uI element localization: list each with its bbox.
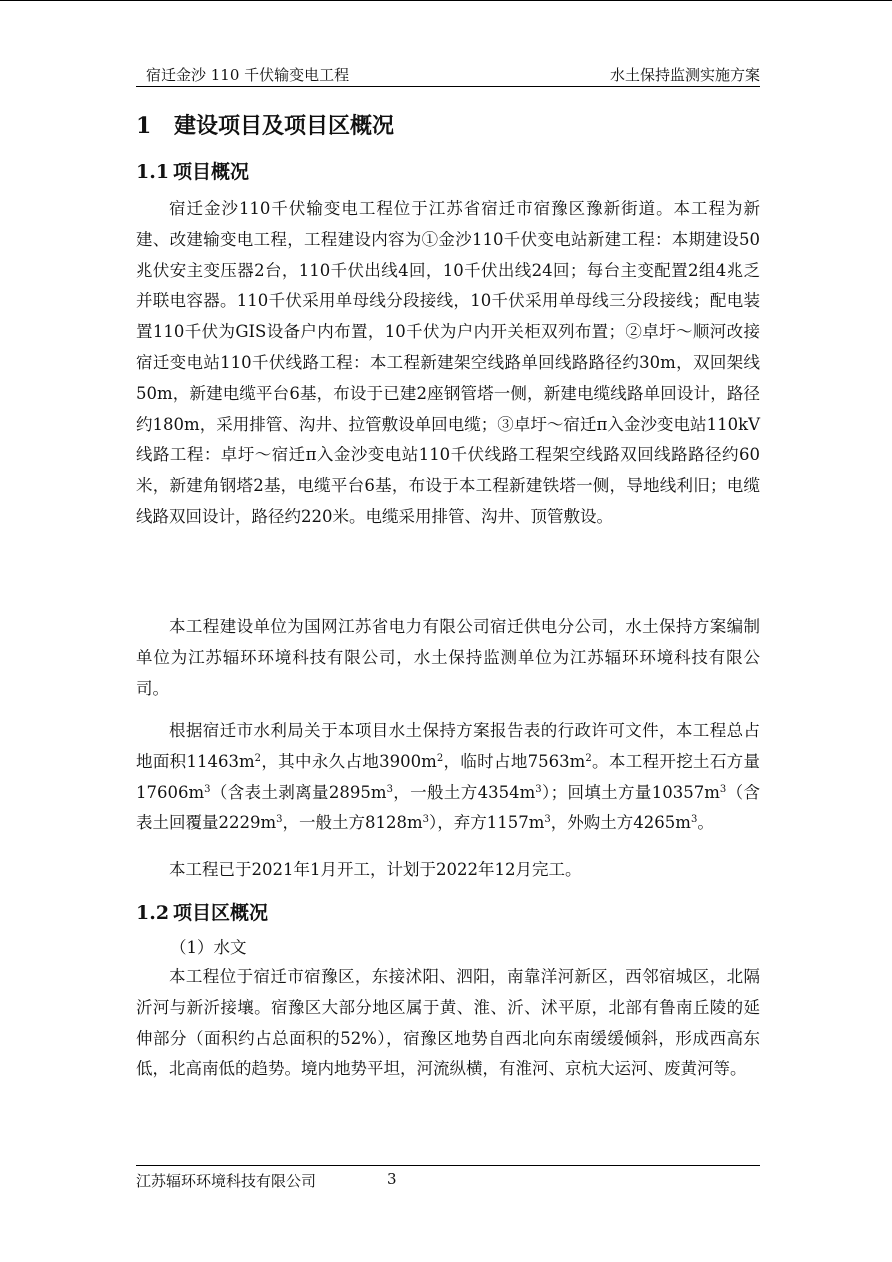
schedule-paragraph: 本工程已于2021年1月开工，计划于2022年12月完工。 <box>169 860 582 879</box>
section-1-number: 1 <box>136 113 152 139</box>
hydrology-subheading: （1）水文 <box>170 938 247 957</box>
land-occupation-paragraph: 根据宿迁市水利局关于本项目水土保持方案报告表的行政许可文件，本工程总占地面积$11463m^2$，其中永久占地$3900m^2$，临时占地$7563m^2$。本工程开挖土石方量$17606m^3$（含表土剥离量$2895m^3$，一般土方$4354m^3$）；回填土方量$10357m^3$（含表土回覆量$2229m^3$，一般土方$8128m^3$），弃方$1157m^3$，外购土方$4265m^3$。 <box>136 721 761 833</box>
section-1-heading <box>136 109 394 140</box>
page-header <box>136 62 760 87</box>
hydrology-paragraph: 本工程位于宿迁市宿豫区，东接沭阳、泗阳，南靠洋河新区，西邻宿城区，北隔沂河与新沂接壤。宿豫区大部分地区属于黄、淮、沂、沭平原，北部有鲁南丘陵的延伸部分（面积约占总面积的52%），宿豫区地势自西北向东南缓缓倾斜，形成西高东低，北高南低的趋势。境内地势平坦，河流纵横，有淮河、京杭大运河、废黄河等。 <box>136 967 760 1079</box>
page-number: 3 <box>387 1170 397 1188</box>
header-project-name: 宿迁金沙 110 千伏输变电工程 <box>146 66 350 84</box>
project-overview-paragraph: 宿迁金沙110千伏输变电工程位于江苏省宿迁市宿豫区豫新街道。本工程为新建、改建输变电工程，工程建设内容为①金沙110千伏变电站新建工程：本期建设50兆伏安主变压器2台，110千伏出线4回，10千伏出线24回；每台主变配置2组4兆乏并联电容器。110千伏采用单母线分段接线，10千伏采用单母线三分段接线；配电装置110千伏为GIS设备户内布置，10千伏为户内开关柜双列布置；②卓圩～顺河改接宿迁变电站110千伏线路工程：本工程新建架空线路单回线路路径约30m，双回架线50m，新建电缆平台6基，布设于已建2座钢管塔一侧，新建电缆线路单回设计，路径约180m，采用排管、沟井、拉管敷设单回电缆；③卓圩～宿迁π入金沙变电站110kV线路工程：卓圩～宿迁π入金沙变电站110千伏线路工程架空线路双回线路路径约60米，新建角钢塔2基，电缆平台6基，布设于本工程新建铁塔一侧，导地线利旧；电缆线路双回设计，路径约220米。电缆采用排管、沟井、顶管敷设。 <box>136 199 760 526</box>
top-border <box>0 0 892 1</box>
section-1-2-title: 项目区概况 <box>173 902 269 924</box>
section-1-title: 建设项目及项目区概况 <box>174 113 395 139</box>
footer-divider <box>136 1165 760 1166</box>
header-document-name: 水土保持监测实施方案 <box>609 66 760 84</box>
section-1-2-heading <box>136 898 268 925</box>
construction-unit-paragraph: 本工程建设单位为国网江苏省电力有限公司宿迁供电分公司，水土保持方案编制单位为江苏辐环环境科技有限公司，水土保持监测单位为江苏辐环环境科技有限公司。 <box>136 617 760 698</box>
section-1-1-heading <box>136 157 249 184</box>
section-1-1-title: 项目概况 <box>173 161 250 183</box>
footer-company: 江苏辐环环境科技有限公司 <box>136 1172 317 1190</box>
section-1-1-number: 1.1 <box>136 161 170 183</box>
section-1-2-number: 1.2 <box>136 902 170 924</box>
